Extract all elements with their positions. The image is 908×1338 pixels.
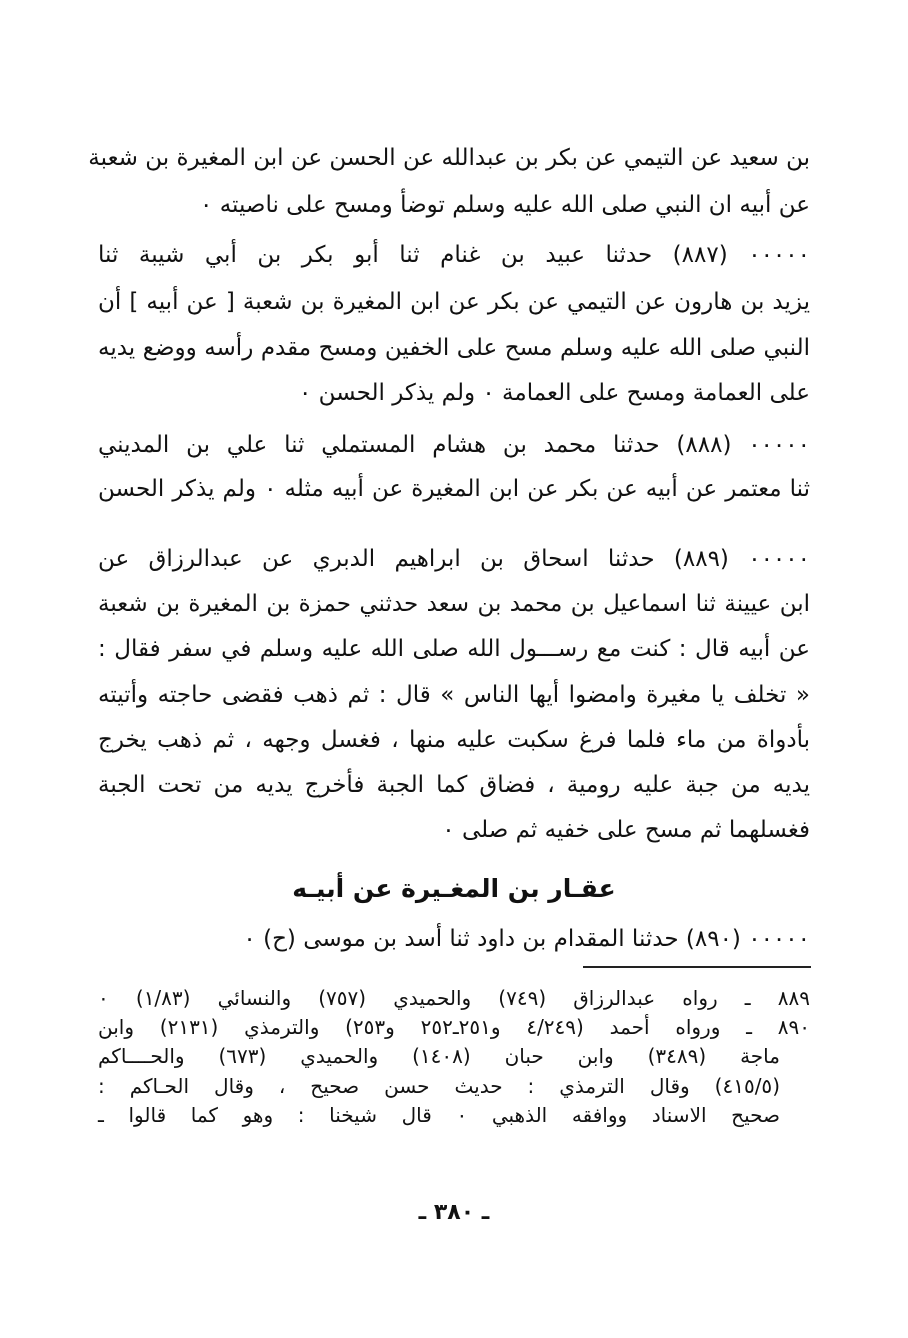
- text-line: عن أبيه ان النبي صلى الله عليه وسلم توضأ ومسح على ناصيته ٠: [200, 192, 810, 218]
- footnote-separator: [583, 966, 811, 968]
- text-line: عن أبيه قال : كنت مع رســـول الله صلى الله عليه وسلم في سفر فقال :: [98, 636, 810, 662]
- text-line: بأدواة من ماء فلما فرغ سكبت عليه منها ، فغسل وجهه ، ثم ذهب يخرج: [98, 727, 810, 753]
- footnote-line: ٨٨٩ ـ رواه عبدالرزاق (٧٤٩) والحميدي (٧٥٧) والنسائي (١/٨٣) ٠: [98, 986, 811, 1010]
- footnote-line: ماجة (٣٤٨٩) وابن حبان (١٤٠٨) والحميدي (٦٧٣) والحــــاكم: [98, 1044, 780, 1068]
- footnote-line: (٤١٥/٥) وقال الترمذي : حديث حسن صحيح ، وقال الحـاكم :: [98, 1074, 780, 1098]
- text-line: ٠٠٠٠٠ (٨٩٠) حدثنا المقدام بن داود ثنا أسد بن موسى (ح) ٠: [243, 926, 810, 952]
- text-line: على العمامة ومسح على العمامة ٠ ولم يذكر الحسن ٠: [298, 380, 810, 406]
- text-line: يزيد بن هارون عن التيمي عن بكر عن ابن المغيرة بن شعبة [ عن أبيه ] أن: [98, 289, 810, 315]
- text-line: ثنا معتمر عن أبيه عن بكر عن ابن المغيرة عن أبيه مثله ٠ ولم يذكر الحسن: [98, 476, 810, 502]
- footnote-line: ٨٩٠ ـ ورواه أحمد (٤/٢٤٩ و٢٥١ـ٢٥٢ و٢٥٣) والترمذي (٢١٣١) وابن: [98, 1015, 810, 1039]
- page-number: ـ ٣٨٠ ـ: [418, 1200, 490, 1225]
- text-line: النبي صلى الله عليه وسلم مسح على الخفين ومسح مقدم رأسه ووضع يديه: [98, 335, 810, 361]
- text-line: ٠٠٠٠٠ (٨٨٩) حدثنا اسحاق بن ابراهيم الدبري عن عبدالرزاق عن: [98, 546, 810, 572]
- text-line: ابن عيينة ثنا اسماعيل بن محمد بن سعد حدثني حمزة بن المغيرة بن شعبة: [98, 591, 810, 617]
- text-line: يديه من جبة عليه رومية ، فضاق كما الجبة فأخرج يديه من تحت الجبة: [98, 772, 810, 798]
- text-line: فغسلهما ثم مسح على خفيه ثم صلى ٠: [442, 817, 810, 843]
- text-line: بن سعيد عن التيمي عن بكر بن عبدالله عن الحسن عن ابن المغيرة بن شعبة: [88, 145, 810, 171]
- text-line: ٠٠٠٠٠ (٨٨٨) حدثنا محمد بن هشام المستملي ثنا علي بن المديني: [98, 432, 810, 458]
- footnote-line: صحيح الاسناد ووافقه الذهبي ٠ قال شيخنا : وهو كما قالوا ـ: [98, 1103, 781, 1127]
- section-heading: عقـار بن المغـيرة عن أبيـه: [292, 874, 616, 903]
- text-line: « تخلف يا مغيرة وامضوا أيها الناس » قال : ثم ذهب فقضى حاجته وأتيته: [98, 682, 810, 708]
- text-line: ٠٠٠٠٠ (٨٨٧) حدثنا عبيد بن غنام ثنا أبو بكر بن أبي شيبة ثنا: [98, 242, 810, 268]
